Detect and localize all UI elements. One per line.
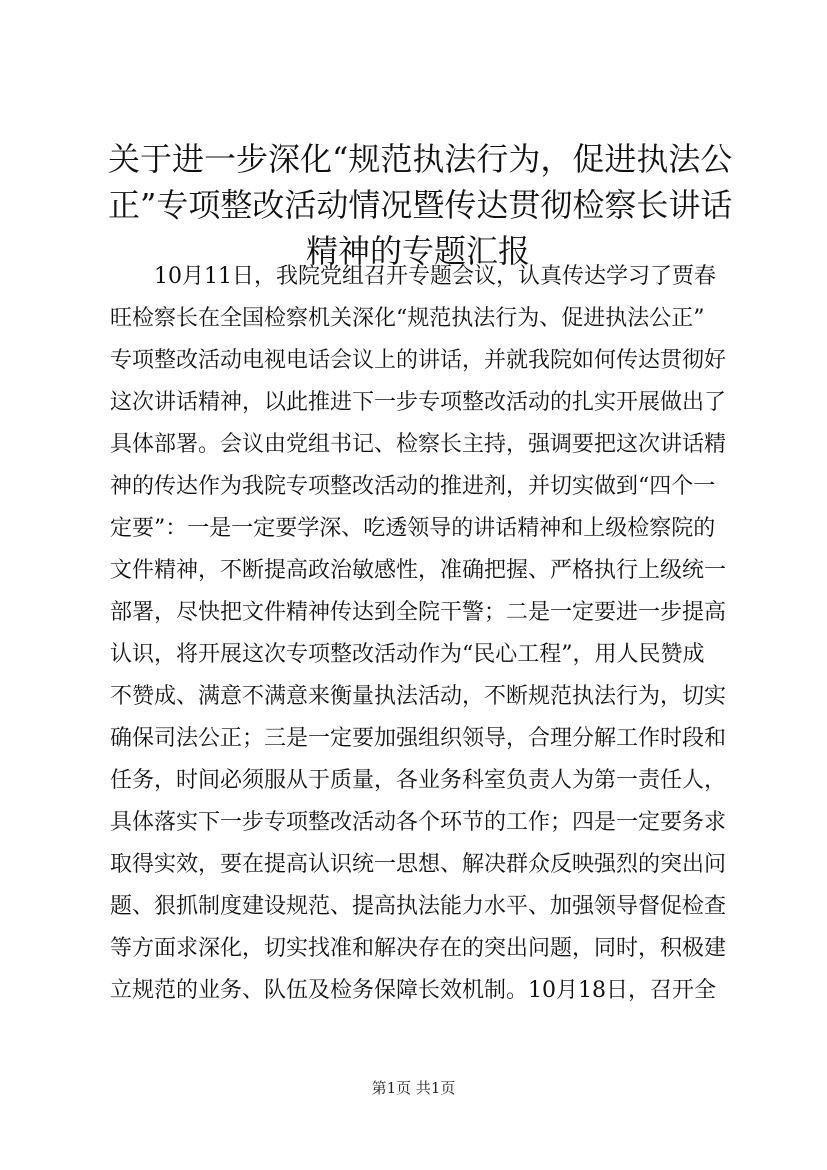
body-line: 文件精神，不断提高政治敏感性，准确把握、严格执行上级统一	[110, 558, 727, 583]
body-line: 不赞成、满意不满意来衡量执法活动，不断规范执法行为，切实	[110, 684, 727, 709]
body-line: 部署，尽快把文件精神传达到全院干警；二是一定要进一步提高	[110, 600, 727, 625]
body-line: 立规范的业务、队伍及检务保障长效机制。10月18日，召开全	[110, 978, 716, 1003]
body-line: 具体落实下一步专项整改活动各个环节的工作；四是一定要务求	[110, 810, 727, 835]
body-line: 取得实效，要在提高认识统一思想、解决群众反映强烈的突出问	[110, 852, 727, 877]
body-line: 任务，时间必须服从于质量，各业务科室负责人为第一责任人，	[110, 768, 727, 793]
body-line: 定要”：一是一定要学深、吃透领导的讲话精神和上级检察院的	[110, 516, 716, 541]
title-line-2: 正”专项整改活动情况暨传达贯彻检察长讲话	[108, 186, 733, 224]
body-line: 认识，将开展这次专项整改活动作为“民心工程”，用人民赞成	[110, 642, 705, 667]
body-line: 等方面求深化，切实找准和解决存在的突出问题，同时，积极建	[110, 936, 727, 961]
document-title	[108, 136, 733, 274]
body-line: 题、狠抓制度建设规范、提高执法能力水平、加强领导督促检查	[110, 894, 727, 919]
body-line: 旺检察长在全国检察机关深化“规范执法行为、促进执法公正”	[110, 306, 705, 331]
body-line: 10月11日，我院党组召开专题会议，认真传达学习了贾春	[154, 264, 716, 289]
page-footer: 第1页 共1页	[371, 1079, 456, 1097]
body-line: 这次讲话精神，以此推进下一步专项整改活动的扎实开展做出了	[110, 390, 727, 415]
title-line-1: 关于进一步深化“规范执法行为，促进执法公	[108, 140, 733, 178]
document-body	[110, 256, 730, 1012]
title-line-3: 精神的专题汇报	[305, 232, 530, 270]
body-line: 神的传达作为我院专项整改活动的推进剂，并切实做到“四个一	[110, 474, 716, 499]
body-line: 专项整改活动电视电话会议上的讲话，并就我院如何传达贯彻好	[110, 348, 727, 373]
body-line: 具体部署。会议由党组书记、检察长主持，强调要把这次讲话精	[110, 432, 727, 457]
body-line: 确保司法公正；三是一定要加强组织领导，合理分解工作时段和	[110, 726, 727, 751]
